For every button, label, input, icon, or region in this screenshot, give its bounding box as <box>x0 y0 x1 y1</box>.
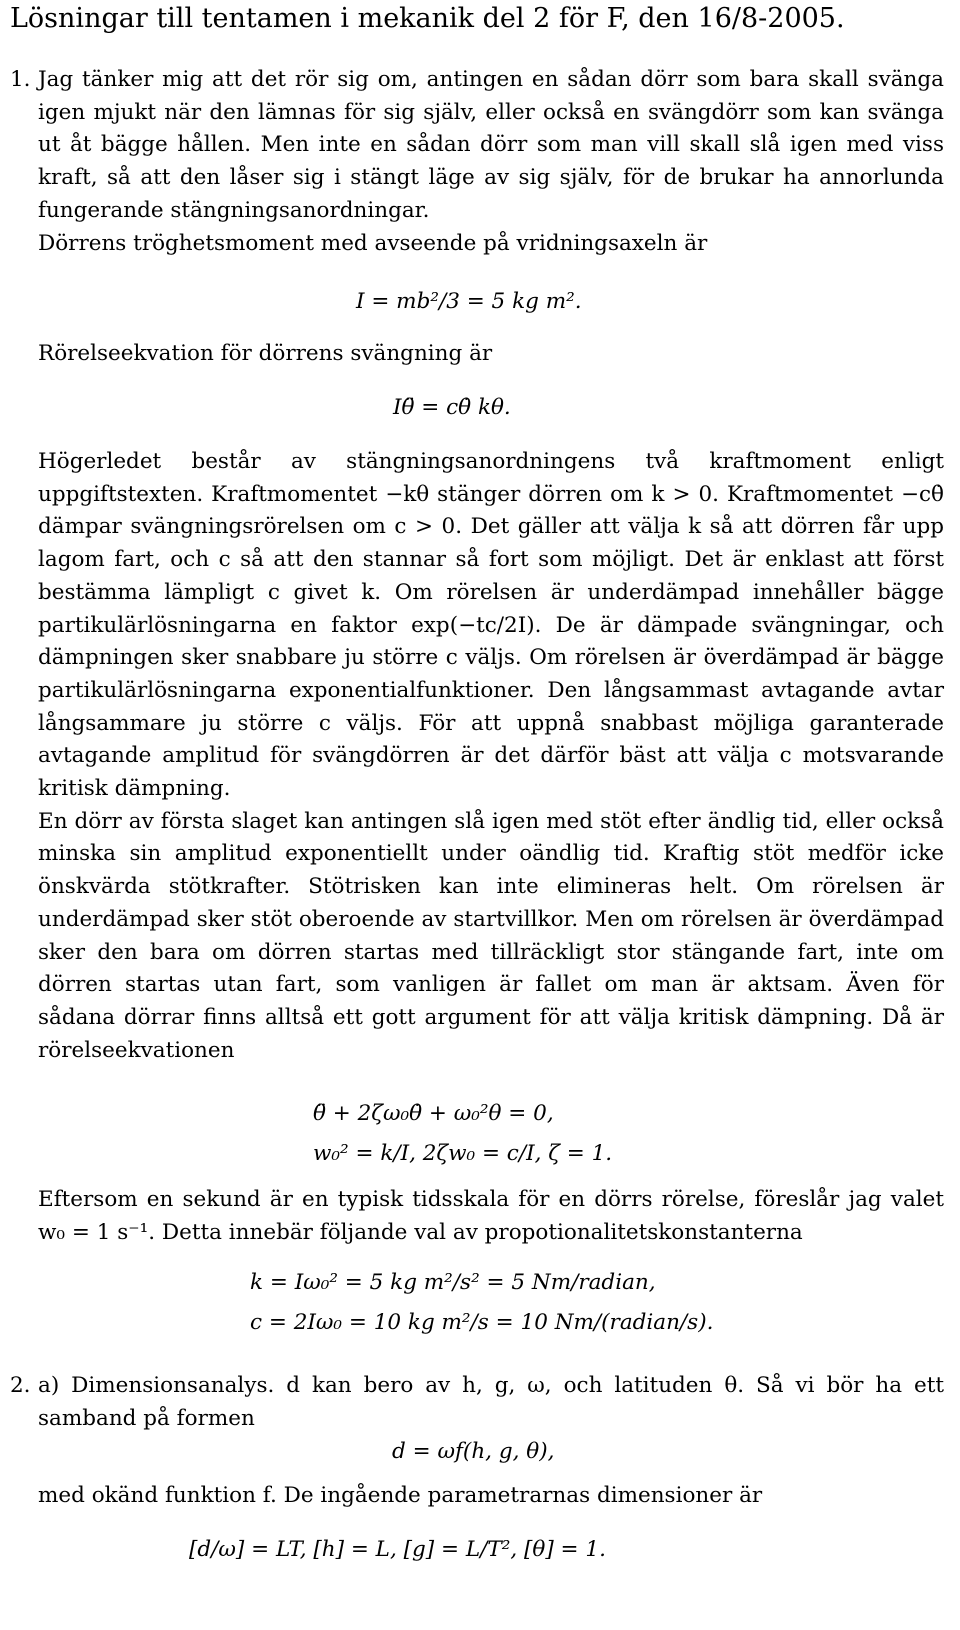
problem-1-paragraph-2: Dörrens tröghetsmoment med avseende på vridningsaxeln är <box>38 230 708 256</box>
problem-1-discussion <box>38 446 944 1067</box>
problem-1-intro <box>38 64 944 260</box>
problem-1-paragraph-3: Rörelseekvation för dörrens svängning är <box>38 341 493 366</box>
problem-1-paragraph-4: Högerledet består av stängningsanordningens två kraftmoment enligt uppgiftstexten. Kraftmomentet −kθ stänger dörren om k > 0. Kraftmomentet −cθ̇ dämpar svängningsrörelsen om c > 0. Det gäller att välja k så att dörren får upp lagom fart, och c så att den stannar så fort som möjligt. Det är enklast att först bestämma lämpligt c givet k. Om rörelsen är underdämpad innehåller bägge partikulärlösningarna en faktor exp(−tc/2I). De är dämpade svängningar, och dämpningen sker snabbare ju större c väljs. Om rörelsen är överdämpad är bägge partikulärlösningarna exponentialfunktioner. Den långsammast avtagande avtar långsammare ju större c väljs. För att uppnå snabbast möjliga garanterade avtagande amplitud för svängdörren är det därför bäst att välja c motsvarande kritisk dämpning. <box>38 449 944 802</box>
equation-dimensions: [d/ω] = LT, [h] = L, [g] = L/T², [θ] = 1. <box>189 1537 606 1562</box>
equation-d-form: d = ωf(h, g, θ), <box>392 1439 555 1464</box>
problem-1-number: 1. <box>10 67 31 92</box>
problem-2-dimensions-label <box>38 1480 944 1513</box>
problem-1-motion-label <box>38 338 944 371</box>
problem-1-conclusion <box>38 1184 944 1249</box>
page-title: Lösningar till tentamen i mekanik del 2 för F, den 16/8-2005. <box>10 3 845 34</box>
equation-of-motion: Iθ̈ = cθ̇ kθ. <box>393 395 511 420</box>
equation-c-value: c = 2Iω₀ = 10 kg m²/s = 10 Nm/(radian/s). <box>250 1310 714 1335</box>
equation-k-value: k = Iω₀² = 5 kg m²/s² = 5 Nm/radian, <box>250 1270 656 1295</box>
equation-damped-oscillator: θ̈ + 2ζω₀θ̇ + ω₀²θ = 0, <box>313 1101 554 1126</box>
problem-1-paragraph-1: Jag tänker mig att det rör sig om, antingen en sådan dörr som bara skall svänga igen mjukt när den lämnas för sig själv, eller också en svängdörr som kan svänga ut åt bägge hållen. Men inte en sådan dörr som man vill skall slå igen med viss kraft, så att den låser sig i stängt läge av sig själv, för de brukar ha annorlunda fungerande stängningsanordningar. <box>38 67 944 223</box>
problem-1-paragraph-6: Eftersom en sekund är en typisk tidsskala för en dörrs rörelse, föreslår jag valet w₀ = 1 s⁻¹. Detta innebär följande val av propotionalitetskonstanterna <box>38 1187 944 1245</box>
equation-parameters: w₀² = k/I, 2ζw₀ = c/I, ζ = 1. <box>313 1141 613 1166</box>
problem-2-number: 2. <box>10 1373 31 1398</box>
problem-2-intro <box>38 1370 944 1435</box>
equation-moment-of-inertia: I = mb²/3 = 5 kg m². <box>356 289 582 314</box>
problem-2-paragraph-2: med okänd funktion f. De ingående parametrarnas dimensioner är <box>38 1483 763 1508</box>
problem-1-paragraph-5: En dörr av första slaget kan antingen slå igen med stöt efter ändlig tid, eller också minska sin amplitud exponentiellt under oändlig tid. Kraftig stöt medför icke önskvärda stötkrafter. Stötrisken kan inte elimineras helt. Om rörelsen är underdämpad sker stöt oberoende av startvillkor. Men om rörelsen är överdämpad sker den bara om dörren startas med tillräckligt stor stängande fart, inte om dörren startas utan fart, som vanligen är fallet om man är aktsam. Även för sådana dörrar finns alltså ett gott argument för att välja kritisk dämpning. Då är rörelseekvationen <box>38 808 944 1063</box>
problem-2-paragraph-1: a) Dimensionsanalys. d kan bero av h, g, ω, och latituden θ. Så vi bör ha ett samband på formen <box>38 1373 944 1431</box>
